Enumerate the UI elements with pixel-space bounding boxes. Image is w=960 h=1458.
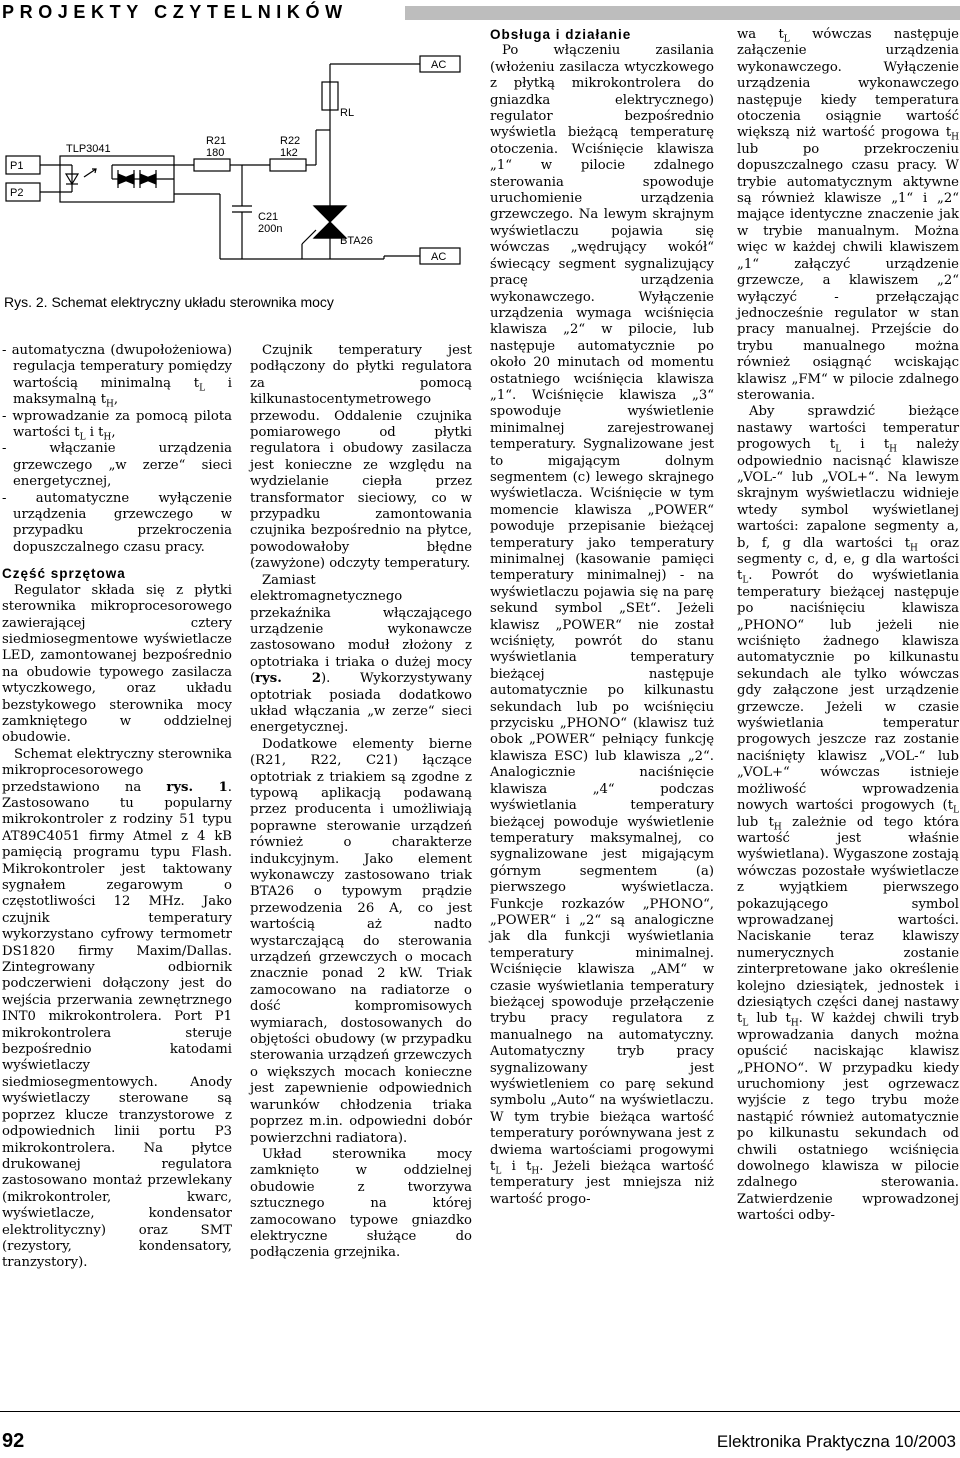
label-r21-value: 180	[206, 147, 225, 159]
label-rl: RL	[340, 107, 355, 119]
paragraph: Schemat elektryczny sterownika mikroprocesorowego przedstawiono na rys. 1. Zastosowano tu popularny mikrokontroler z rodziny 51 typu AT89C4051 firmy Atmel z 4 kB pamięcią programu typu Flash. Mikrokontroler jest taktowany sygnałem zegarowym o częstotliwości 12 MHz. Jako czujnik temperatury wykorzystano cyfrowy termometr DS1820 firmy Maxim/Dallas. Zintegrowany odbiornik podczerwieni dołączony jest do wejścia przerwania zewnętrznego INT0 mikrokontrolera. Port P1 mikrokontrolera steruje bezpośrednio katodami wyświetlaczy siedmiosegmentowych. Anody wyświetlaczy sterowane są poprzez klucze tranzystorowe z odpowiednich linii portu P3 mikrokontrolera. Na płytce drukowanej regulatora zastosowano montaż przewlekany (mikrokontroler, kwarc, wyświetlacze, kondensator elektrolityczny) oraz SMT (rezystory, kondensatory, tranzystory).	[2, 746, 232, 1271]
section-title: PROJEKTY CZYTELNIKÓW	[2, 2, 348, 22]
bullet-2: - wprowadzanie za pomocą pilota wartości $t_L$ i $t_H$,	[2, 408, 232, 443]
label-ac-bottom: AC	[431, 251, 447, 263]
label-opto: TLP3041	[66, 143, 111, 155]
paragraph: Aby sprawdzić bieżące nastawy wartości temperatur progowych $t_L$ i $t_H$ należy odpowiednio nacisnąć klawisze „VOL-“ lub „VOL+“. Na lewym skrajnym wyświetlaczu widnieje wtedy symbol wyświetlanej wartości: zapalone segmenty a, b, f, g dla wartości $t_H$ oraz segmenty c, d, e, g dla wartości $t_L$. Powrót do wyświetlania temperatury bieżącej następuje po naciśnięciu klawisza „PHONO“ lub jeżeli nie wciśnięto żadnego klawisza automatycznie po kilkunastu sekundach ale tylko wówczas gdy załączone jest urządzenie grzewcze. Jeżeli w czasie wyświetlania temperatur progowych jeszcze raz zostanie naciśnięty klawisz „VOL-“ lub „VOL+“ wówczas istnieje możliwość wprowadzenia nowych wartości progowych ($t_L$ lub $t_H$ zależnie od tego która wartość jest właśnie wyświetlana). Wygaszone zostają wówczas pozostałe wyświetlacze z wyjątkiem pierwszego pokazującego symbol wprowadzanej wartości. Naciskanie teraz klawiszy numerycznych zostanie zinterpretowane jako określenie kolejno dziesiątek, jednostek i dziesiątych części danej nastawy $t_L$ lub $t_H$. W każdej chwili tryb wprowadzania danych można opuścić naciskając klawisz „PHONO“. W przypadku kiedy uruchomiony jest ogrzewacz wyjście z tego trybu może nastąpić również automatycznie po kilkunastu sekundach od chwili ostatniego wciśnięcia dowolnego klawisza w pilocie zdalnego sterowania. Zatwierdzenie wprowadzonej wartości odby-	[737, 404, 960, 1224]
column-2	[250, 343, 472, 1262]
label-triac: BTA26	[340, 235, 373, 247]
paragraph: Regulator składa się z płytki sterownika mikroprocesorowego zawierającej cztery siedmiosegmentowe wyświetlacze LED, zamontowanej bezpośrednio na obudowie typowego zasilacza wtyczkowego, oraz układu bezstykowego sterownika mocy zamkniętego w oddzielnej obudowie.	[2, 582, 232, 746]
paragraph: Układ sterownika mocy zamknięto w oddzielnej obudowie z tworzywa sztucznego na której zamocowano typowe gniazdko elektryczne służące do podłączenia grzejnika.	[250, 1146, 472, 1261]
label-r21: R21	[206, 135, 227, 147]
page-number: 92	[2, 1430, 25, 1452]
label-r22-value: 1k2	[280, 147, 298, 159]
magazine-issue: Elektronika Praktyczna 10/2003	[716, 1432, 956, 1451]
heading-hardware: Część sprzętowa	[2, 566, 126, 582]
column-1	[2, 343, 232, 1272]
label-r22: R22	[280, 135, 301, 147]
label-p1: P1	[10, 160, 24, 172]
bullet-1: - automatyczna (dwupołożeniowa) regulacja temperatury pomiędzy wartością minimalną $t_L$ i maksymalną $t_H$,	[2, 343, 232, 410]
header-bar	[405, 6, 960, 20]
page-header	[0, 0, 960, 30]
heading-operation: Obsługa i działanie	[490, 27, 632, 42]
paragraph: Po włączeniu zasilania (włożeniu zasilacza wtyczkowego z płytką mikrokontrolera do gniazdka elektrycznego) regulator bezpośrednio wyświetla bieżącą temperaturę otoczenia. Wciśnięcie klawisza „1“ w pilocie zdalnego sterowania spowoduje uruchomienie urządzenia grzewczego. Na lewym skrajnym wyświetlaczu pojawia się wówczas „wędrujący wokół“ świecący segment sygnalizujący pracę urządzenia wykonawczego. Wyłączenie urządzenia wymaga wciśnięcia klawisza „2“ w pilocie, lub następuje automatycznie po około 20 minutach od momentu ostatniego wciśnięcia klawisza „1“. Wciśnięcie klawisza „3“ spowoduje wyświetlenie minimalnej zarejestrowanej temperatury. Sygnalizowane jest to migającym dolnym segmentem (c) lewego skrajnego wyświetlacza. Wciśnięcie w tym momencie klawisza „POWER“ powoduje przepisanie bieżącej temperatury jako temperatury minimalnej (kasowanie pamięci temperatury minimalnej) - na wyświetlaczu pojawia się na parę sekund symbol „SEt“. Jeżeli klawisz „POWER“ nie został wciśnięty, powrót do stanu wyświetlania temperatury bieżącej następuje automatycznie po kilkunastu sekundach lub po wciśnięciu przycisku „PHONO“ (klawisz tuż obok „POWER“ pełniący funkcję klawisza ESC) lub klawisza „2“. Analogicznie naciśnięcie klawisza „4“ podczas wyświetlania temperatury bieżącej powoduje wyświetlenie temperatury maksymalnej, co sygnalizowane jest migającym górnym segmentem (a) pierwszego wyświetlacza. Funkcje rozkazów „PHONO“, „POWER“ i „2“ są analogiczne jak dla funkcji wyświetlania temperatury minimalnej. Wciśnięcie klawisza „AM“ w czasie wyświetlania temperatury bieżącej spowoduje przełączenie trybu pracy regulatora z manualnego na automatyczny. Automatyczny tryb pracy sygnalizowany jest wyświetleniem co parę sekund symbolu „Auto“ na wyświetlaczu. W tym trybie bieżąca wartość temperatury porównywana jest z dwiema wartościami progowymi $t_L$ i $t_H$. Jeżeli bieżąca wartość temperatury jest mniejsza niż wartość progo-	[490, 43, 714, 1207]
paragraph: Zamiast elektromagnetycznego przekaźnika włączającego urządzenie wykonawcze zastosowano moduł złożony z optotriaka i triaka o dużej mocy (rys. 2). Wykorzystywany optotriak posiada dodatkowo układ włączania „w zerze“ sieci energetycznej.	[250, 572, 472, 736]
bullet-4: - automatyczne wyłączenie urządzenia grzewczego w przypadku przekroczenia dopuszczalnego czasu pracy.	[2, 490, 232, 555]
label-p2: P2	[10, 187, 24, 199]
schematic-diagram	[0, 34, 480, 334]
paragraph: wa $t_L$ wówczas następuje załączenie urządzenia wykonawczego. Wyłączenie urządzenia wykonawczego następuje kiedy temperatura otoczenia osiągnie wartość większą niż wartość progowa $t_H$ lub po przekroczeniu dopuszczalnego czasu pracy. W trybie automatycznym aktywne są również klawisze „1“ i „2“ mające identyczne znaczenie jak w trybie manualnym. Można więc w każdej chwili klawiszem „1“ załączyć urządzenie grzewcze, a klawiszem „2“ wyłączyć - przełączając jednocześnie regulator w stan pracy manualnej. Przejście do trybu manualnego można również osiągnąć wciskając klawisz „FM“ w pilocie zdalnego sterowania.	[737, 27, 959, 403]
column-3	[490, 27, 714, 1208]
paragraph: Dodatkowe elementy bierne (R21, R22, C21) łączące optotriak z triakiem są zgodne z typową aplikacją podawaną przez producenta i umożliwiają poprawne sterowanie urządzeń również o charakterze indukcyjnym. Jako element wykonawczy zastosowano triak BTA26 o typowym prądzie przewodzenia 26 A, co jest wartością aż nadto wystarczającą do sterowania urządzeń grzewczych o mocach znacznie ponad 2 kW. Triak zamocowano na radiatorze o dość kompromisowych wymiarach, dostosowanych do objętości obudowy (w przypadku sterowania urządzeń grzewczych o większych mocach konieczne jest zapewnienie odpowiednich warunków chłodzenia triaka poprzez m.in. odpowiedni dobór powierzchni radiatora).	[250, 736, 472, 1146]
label-c21: C21	[258, 211, 279, 223]
figure-caption: Rys. 2. Schemat elektryczny układu sterownika mocy	[4, 294, 334, 310]
label-ac-top: AC	[431, 59, 447, 71]
column-4	[737, 27, 959, 1225]
footer-divider	[0, 1411, 960, 1412]
bullet-3: - włączanie urządzenia grzewczego „w zerze“ sieci energetycznej,	[2, 441, 232, 490]
paragraph: Czujnik temperatury jest podłączony do płytki regulatora za pomocą kilkunastocentymetrowego przewodu. Oddalenie czujnika pomiarowego od płytki regulatora i obudowy zasilacza jest konieczne ze względu na wydzielanie ciepła przez transformator sieciowy, co w przypadku zamontowania czujnika bezpośrednio na płytce, powodowałoby błędne (zawyżone) odczyty temperatury.	[250, 343, 472, 572]
label-c21-value: 200n	[258, 223, 283, 235]
